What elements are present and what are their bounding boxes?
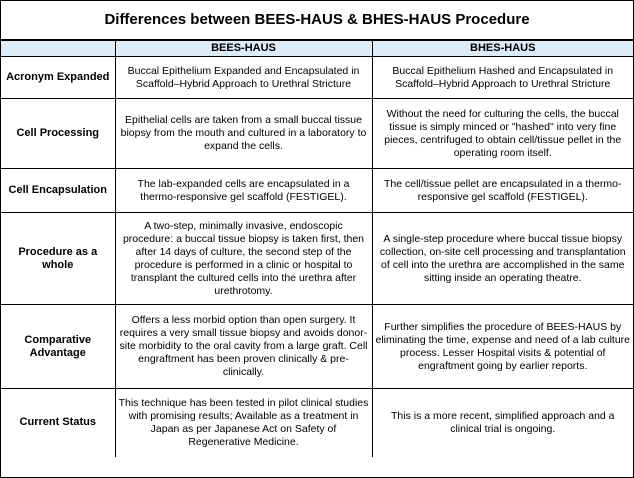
bees-cell: Offers a less morbid option than open surgery. It requires a very small tissue biopsy and avoids donor-site morbidity to the oral cavity from a large graft. Cell engraftment has been proven clinically & pre-clinically. [115,305,372,389]
table-row [1,169,633,213]
bees-cell: Buccal Epithelium Expanded and Encapsulated in Scaffold–Hybrid Approach to Urethral Stricture [115,57,372,99]
table-header-row [1,41,633,57]
row-label: Acronym Expanded [1,57,115,99]
bees-cell: The lab-expanded cells are encapsulated in a thermo-responsive gel scaffold (FESTIGEL). [115,169,372,213]
bhes-cell: A single-step procedure where buccal tissue biopsy collection, on-site cell processing and transplantation of cell into the urethra are accomplished in the same sitting inside an operating theatre. [372,213,633,305]
bhes-cell: Buccal Epithelium Hashed and Encapsulated in Scaffold–Hybrid Approach to Urethral Stricture [372,57,633,99]
header-bees-haus: BEES-HAUS [115,41,372,57]
table-row [1,99,633,169]
table-row [1,305,633,389]
row-label: Current Status [1,389,115,457]
table-row [1,57,633,99]
bhes-cell: This is a more recent, simplified approach and a clinical trial is ongoing. [372,389,633,457]
row-label: Procedure as a whole [1,213,115,305]
row-label: Comparative Advantage [1,305,115,389]
bhes-cell: The cell/tissue pellet are encapsulated in a thermo-responsive gel scaffold (FESTIGEL). [372,169,633,213]
row-label: Cell Processing [1,99,115,169]
bees-cell: A two-step, minimally invasive, endoscopic procedure: a buccal tissue biopsy is taken first, then after 14 days of culture, the second step of the procedure is performed in a clinic or hospital to transplant the cultured cells into the urethra after urethrotomy. [115,213,372,305]
row-label: Cell Encapsulation [1,169,115,213]
bees-cell: Epithelial cells are taken from a small buccal tissue biopsy from the mouth and cultured in a laboratory to expand the cells. [115,99,372,169]
comparison-table [1,40,633,457]
header-bhes-haus: BHES-HAUS [372,41,633,57]
header-blank [1,41,115,57]
bhes-cell: Without the need for culturing the cells, the buccal tissue is simply minced or "hashed" into very fine pieces, centrifuged to obtain cell/tissue pellet in the operating room itself. [372,99,633,169]
table-row [1,213,633,305]
document-title: Differences between BEES-HAUS & BHES-HAUS Procedure [1,1,633,40]
table-row [1,389,633,457]
bees-cell: This technique has been tested in pilot clinical studies with promising results; Available as a treatment in Japan as per Japanese Act on Safety of Regenerative Medicine. [115,389,372,457]
bhes-cell: Further simplifies the procedure of BEES-HAUS by eliminating the time, expense and need of a lab culture process. Lesser Hospital visits & potential of engraftment going by earlier reports. [372,305,633,389]
